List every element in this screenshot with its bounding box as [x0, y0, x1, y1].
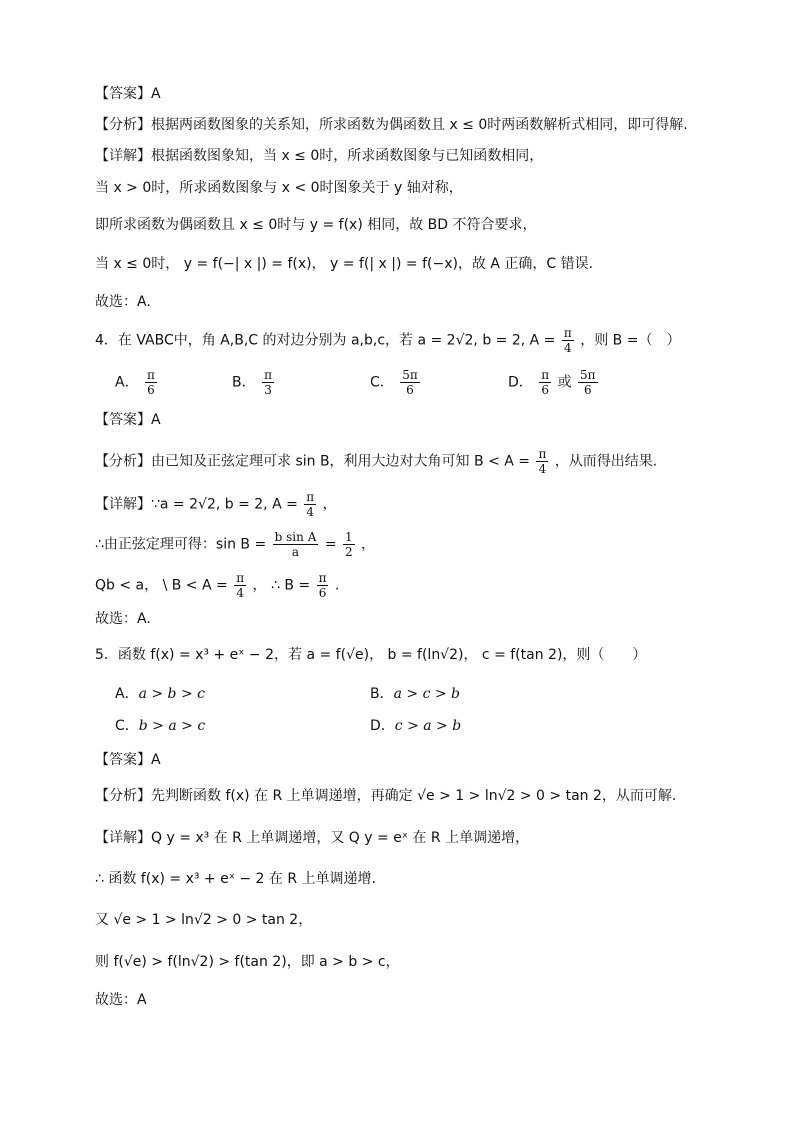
- option-label: C．: [115, 718, 139, 734]
- option-label: D．: [508, 374, 533, 391]
- q4-analysis-fraction: [536, 447, 548, 476]
- q4-detail3-suffix: .: [334, 577, 340, 594]
- q5-analysis: 【分析】先判断函数 f(x) 在 R 上单调递增，再确定 √e > 1 > ln√2 > 0 > tan 2，从而可解.: [95, 788, 677, 804]
- q4-stem-suffix: ，则 B =（ ）: [580, 332, 681, 349]
- fraction-denominator: a: [291, 545, 300, 559]
- q4-answer: 【答案】A: [95, 412, 161, 428]
- q4-detail2-fraction-2: [343, 530, 355, 559]
- q3-choice: 故选：A.: [95, 294, 151, 310]
- q5-stem: 5．函数 f(x) = x³ + eˣ − 2，若 a = f(√e)， b = f(ln√2)， c = f(tan 2)，则（ ）: [95, 647, 647, 663]
- fraction-numerator: π: [563, 326, 572, 340]
- fraction-numerator: 5π: [402, 368, 418, 382]
- fraction-denominator: 6: [541, 383, 549, 397]
- q4-detail2-equals: =: [324, 536, 337, 553]
- q4-analysis: [95, 447, 657, 476]
- q3-detail-line-4: 当 x ≤ 0时， y = f(−| x |) = f(x)， y = f(| x |) = f(−x)，故 A 正确，C 错误.: [95, 256, 594, 272]
- q4-detail-line-1: [95, 490, 337, 519]
- option-fraction: [262, 368, 274, 397]
- q4-stem-fraction: [562, 326, 574, 355]
- q4-detail2-prefix: ∴由正弦定理可得：sin B =: [95, 536, 267, 553]
- option-fraction: [145, 368, 157, 397]
- q4-option-d: [508, 368, 600, 397]
- q5-option-a: [115, 684, 205, 704]
- fraction-numerator: π: [147, 368, 155, 382]
- fraction-denominator: 6: [406, 383, 414, 397]
- fraction-denominator: 6: [147, 383, 155, 397]
- q4-analysis-prefix: 【分析】由已知及正弦定理可求 sin B，利用大边对大角可知 B < A =: [95, 453, 531, 470]
- option-connector: 或: [557, 374, 572, 391]
- q4-detail2-fraction: [273, 530, 319, 559]
- fraction-denominator: 2: [345, 545, 353, 559]
- fraction-numerator: π: [264, 368, 272, 382]
- fraction-numerator: π: [541, 368, 550, 382]
- q4-analysis-suffix: ，从而得出结果.: [554, 453, 658, 470]
- fraction-denominator: 6: [583, 383, 592, 397]
- fraction-numerator: π: [236, 571, 245, 585]
- q4-stem-prefix: 4．在 VABC中，角 A,B,C 的对边分别为 a,b,c，若 a = 2√2, b = 2, A =: [95, 332, 556, 349]
- q3-detail-line-3: 即所求函数为偶函数且 x ≤ 0时与 y = f(x) 相同，故 BD 不符合要求，: [95, 217, 537, 233]
- q4-detail3-mid: ， ∴ B =: [252, 577, 311, 594]
- fraction-denominator: 6: [318, 586, 327, 600]
- fraction-numerator: 1: [345, 530, 353, 544]
- option-label: A．: [115, 374, 139, 391]
- q3-detail-line-1: 【详解】根据函数图象知，当 x ≤ 0时，所求函数图象与已知函数相同，: [95, 148, 544, 164]
- q3-detail-line-2: 当 x > 0时，所求函数图象与 x < 0时图象关于 y 轴对称，: [95, 180, 463, 196]
- q4-choice: 故选：A.: [95, 611, 151, 627]
- fraction-numerator: π: [318, 571, 327, 585]
- fraction-denominator: 4: [306, 505, 315, 519]
- option-label: C．: [370, 374, 394, 391]
- option-label: B．: [370, 686, 394, 702]
- q4-detail-line-2: [95, 530, 375, 559]
- q4-detail1-suffix: ，: [322, 496, 337, 513]
- q4-detail-line-3: [95, 571, 339, 600]
- fraction-numerator: π: [306, 490, 315, 504]
- q5-choice: 故选：A: [95, 992, 147, 1008]
- fraction-denominator: 4: [563, 341, 572, 355]
- q5-detail-line-3: 又 √e > 1 > ln√2 > 0 > tan 2，: [95, 912, 313, 928]
- option-label: A．: [115, 686, 139, 702]
- option-label: D．: [370, 718, 395, 734]
- fraction-numerator: π: [538, 447, 547, 461]
- q4-detail3-fraction-2: [317, 571, 329, 600]
- option-text: b > a > c: [138, 718, 206, 734]
- q5-detail-line-1: 【详解】Q y = x³ 在 R 上单调递增，又 Q y = eˣ 在 R 上单调递增，: [95, 830, 530, 846]
- option-fraction-2: [578, 368, 598, 397]
- q5-option-d: [370, 716, 461, 736]
- q5-answer: 【答案】A: [95, 752, 161, 768]
- q4-stem: [95, 326, 680, 355]
- q3-analysis: 【分析】根据两函数图象的关系知，所求函数为偶函数且 x ≤ 0时两函数解析式相同，即可得解.: [95, 117, 688, 133]
- q3-answer: 【答案】A: [95, 86, 161, 102]
- q4-detail1-prefix: 【详解】∵a = 2√2, b = 2, A =: [95, 496, 298, 513]
- fraction-denominator: 4: [538, 462, 547, 476]
- q4-detail3-prefix: Qb < a， \ B < A =: [95, 577, 228, 594]
- fraction-numerator: 5π: [580, 368, 596, 382]
- q4-option-a: [115, 368, 159, 397]
- fraction-denominator: 3: [264, 383, 272, 397]
- option-text: a > c > b: [393, 686, 461, 702]
- q5-option-b: [370, 684, 460, 704]
- q5-detail-line-2: ∴ 函数 f(x) = x³ + eˣ − 2 在 R 上单调递增.: [95, 871, 376, 887]
- fraction-numerator: b sin A: [274, 530, 317, 544]
- option-text: a > b > c: [138, 686, 205, 702]
- q4-detail3-fraction: [234, 571, 246, 600]
- option-fraction: [539, 368, 551, 397]
- option-fraction: [400, 368, 420, 397]
- q5-option-c: [115, 716, 205, 736]
- option-text: c > a > b: [394, 718, 462, 734]
- option-label: B．: [232, 374, 256, 391]
- fraction-denominator: 4: [236, 586, 244, 600]
- q4-detail1-fraction: [304, 490, 316, 519]
- q4-option-c: [370, 368, 422, 397]
- q5-detail-line-4: 则 f(√e) > f(ln√2) > f(tan 2)，即 a > b > c，: [95, 954, 400, 970]
- q4-option-b: [232, 368, 276, 397]
- q4-detail2-suffix: ，: [361, 536, 376, 553]
